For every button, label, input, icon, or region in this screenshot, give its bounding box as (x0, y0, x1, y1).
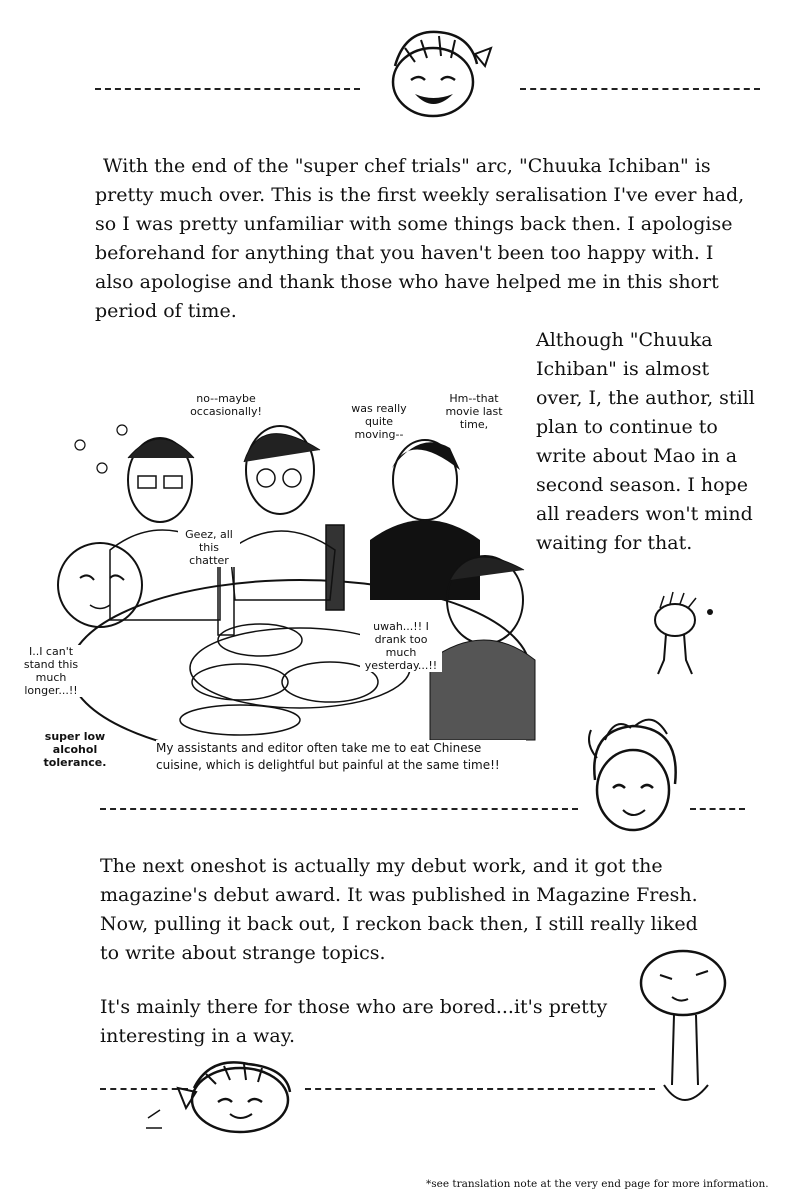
note-alcohol-tolerance: super low alcohol tolerance. (43, 730, 107, 769)
oneshot-paragraph-2: It's mainly there for those who are bored...it's pretty interesting in a way. (100, 996, 608, 1047)
bubble-moving: was really quite moving-- (351, 402, 407, 441)
bubble-chatter: Geez, all this chatter (178, 528, 240, 567)
small-character-drawing (640, 590, 720, 680)
illustration-caption: My assistants and editor often take me to eat Chinese cuisine, which is delightful but painful at the same time!! (156, 740, 526, 774)
dinner-scene-drawing (30, 400, 540, 740)
top-divider-right (520, 88, 760, 90)
bubble-drank: uwah...!! I drank too much yesterday...!! (360, 620, 442, 672)
intro-paragraph: With the end of the "super chef trials" arc, "Chuuka Ichiban" is pretty much over. This is the first weekly seralisation I've ever had, so I was pretty unfamiliar with some things back then. I apologise beforehand for anything that you haven't been too happy with. I also apologise and thank those who have helped me in this short period of time. (95, 155, 745, 322)
egg-head-character-drawing (628, 945, 738, 1125)
side-note-paragraph: Although "Chuuka Ichiban" is almost over, I, the author, still plan to continue to write about Mao in a second season. I hope all readers won't mind waiting for that. (536, 329, 755, 554)
smiling-face-drawing-top (375, 18, 495, 123)
girl-face-drawing (575, 710, 695, 840)
bubble-occasionally: no--maybe occasionally! (190, 392, 262, 418)
top-divider-left (95, 88, 360, 90)
bubble-movie: Hm--that movie last time, (445, 392, 503, 431)
translation-footnote: *see translation note at the very end page for more information. (426, 1178, 769, 1190)
middle-divider (100, 808, 578, 810)
bubble-cant-stand: I..I can't stand this much longer...!! (12, 645, 90, 697)
oneshot-paragraph-1: The next oneshot is actually my debut work, and it got the magazine's debut award. It was published in Magazine Fresh. Now, pulling it back out, I reckon back then, I still really liked to write about strange topics. (100, 855, 698, 964)
sleeping-face-drawing-bottom (140, 1048, 310, 1138)
bottom-divider-right (305, 1088, 655, 1090)
middle-divider-right (690, 808, 745, 810)
